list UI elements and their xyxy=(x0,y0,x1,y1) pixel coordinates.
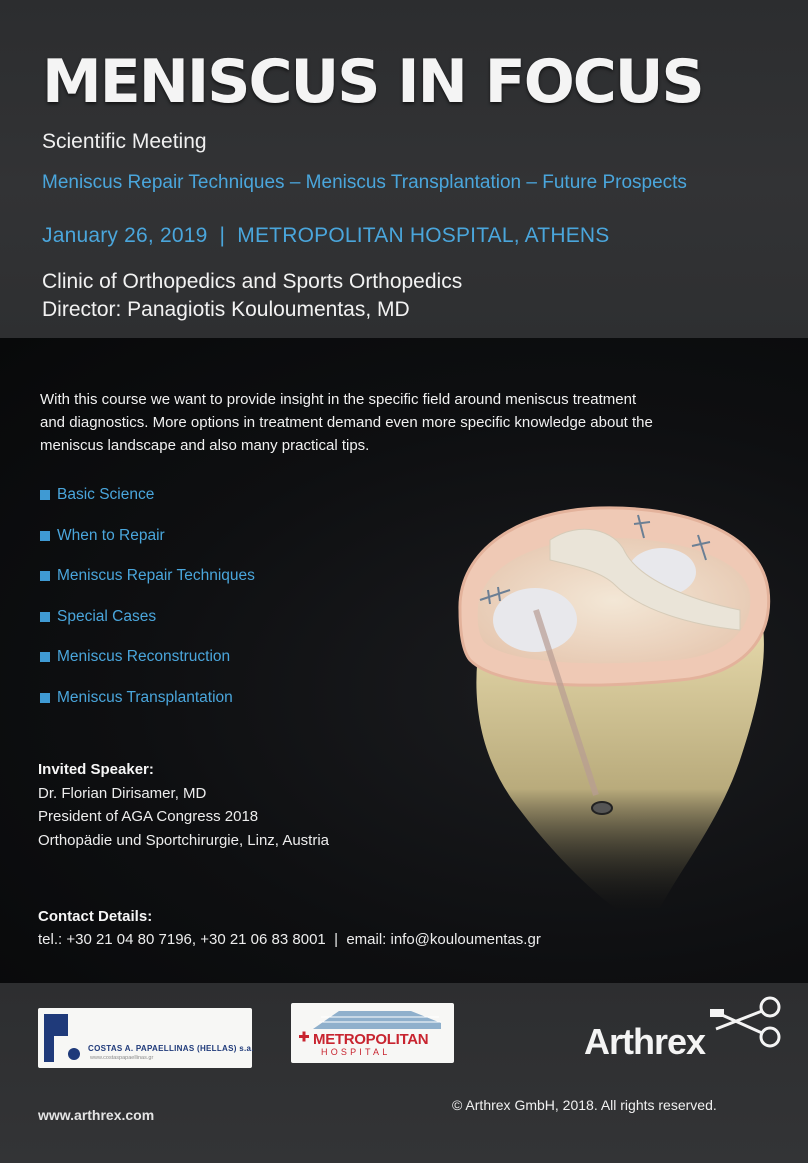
speaker-affiliation: Orthopädie und Sportchirurgie, Linz, Austria xyxy=(38,831,329,849)
header-banner xyxy=(0,0,808,338)
main-content xyxy=(0,338,808,983)
footer-banner xyxy=(0,983,808,1163)
topic-label: Meniscus Repair Techniques xyxy=(57,567,255,585)
sponsor-site: www.costaspapaellinas.gr xyxy=(90,1055,154,1061)
date-location: January 26, 2019 | METROPOLITAN HOSPITAL, ATHENS xyxy=(42,224,610,247)
list-item xyxy=(40,567,255,608)
event-subtitle: Scientific Meeting xyxy=(42,130,207,153)
sponsor-logo-papaellinas xyxy=(38,1008,252,1068)
list-item xyxy=(40,648,255,689)
intro-line: meniscus landscape and also many practical tips. xyxy=(40,437,370,454)
speaker-role: President of AGA Congress 2018 xyxy=(38,808,259,825)
square-bullet-icon xyxy=(40,652,50,662)
hospital-name: METROPOLITAN xyxy=(313,1031,429,1048)
topic-label: Basic Science xyxy=(57,486,155,503)
scissors-icon xyxy=(702,993,784,1053)
sponsor-name: COSTAS A. PAPAELLINAS (HELLAS) s.a. xyxy=(88,1044,254,1053)
clinic-name: Clinic of Orthopedics and Sports Orthopedics xyxy=(42,270,463,293)
topics-tagline: Meniscus Repair Techniques – Meniscus Transplantation – Future Prospects xyxy=(42,172,687,193)
list-item xyxy=(40,527,255,568)
contact-label: Contact Details: xyxy=(38,908,153,925)
contact-line: tel.: +30 21 04 80 7196, +30 21 06 83 8001 | email: info@kouloumentas.gr xyxy=(38,931,541,948)
topic-label: Meniscus Transplantation xyxy=(57,688,233,706)
invited-speaker xyxy=(38,758,329,852)
contact-details xyxy=(38,905,541,951)
square-bullet-icon xyxy=(40,693,50,703)
page-title: MENISCUS IN FOCUS xyxy=(42,47,703,117)
clinic-director: Director: Panagiotis Kouloumentas, MD xyxy=(42,298,410,321)
square-bullet-icon xyxy=(40,531,50,541)
topic-label: Meniscus Reconstruction xyxy=(57,648,231,666)
intro-line: and diagnostics. More options in treatment demand even more specific knowledge about the xyxy=(40,414,653,431)
copyright-notice: © Arthrex GmbH, 2018. All rights reserved. xyxy=(452,1097,717,1113)
arthrex-logo: Arthrex xyxy=(584,1021,706,1062)
metropolitan-hospital-logo xyxy=(291,1003,454,1063)
square-bullet-icon xyxy=(40,612,50,622)
list-item xyxy=(40,486,255,527)
list-item xyxy=(40,608,255,649)
knee-meniscus-illustration xyxy=(440,490,780,910)
list-item xyxy=(40,689,255,730)
intro-line: With this course we want to provide insight in the specific field around meniscus treatment xyxy=(40,391,637,408)
square-bullet-icon xyxy=(40,490,50,500)
topic-label: When to Repair xyxy=(57,526,165,544)
topic-label: Special Cases xyxy=(57,607,157,625)
intro-paragraph xyxy=(40,388,740,457)
square-bullet-icon xyxy=(40,571,50,581)
speaker-name: Dr. Florian Dirisamer, MD xyxy=(38,784,207,802)
topic-list xyxy=(40,486,255,730)
website-link[interactable]: www.arthrex.com xyxy=(38,1107,155,1123)
clinic-info xyxy=(42,268,462,324)
speaker-label: Invited Speaker: xyxy=(38,761,154,778)
hospital-subname: HOSPITAL xyxy=(321,1047,391,1057)
